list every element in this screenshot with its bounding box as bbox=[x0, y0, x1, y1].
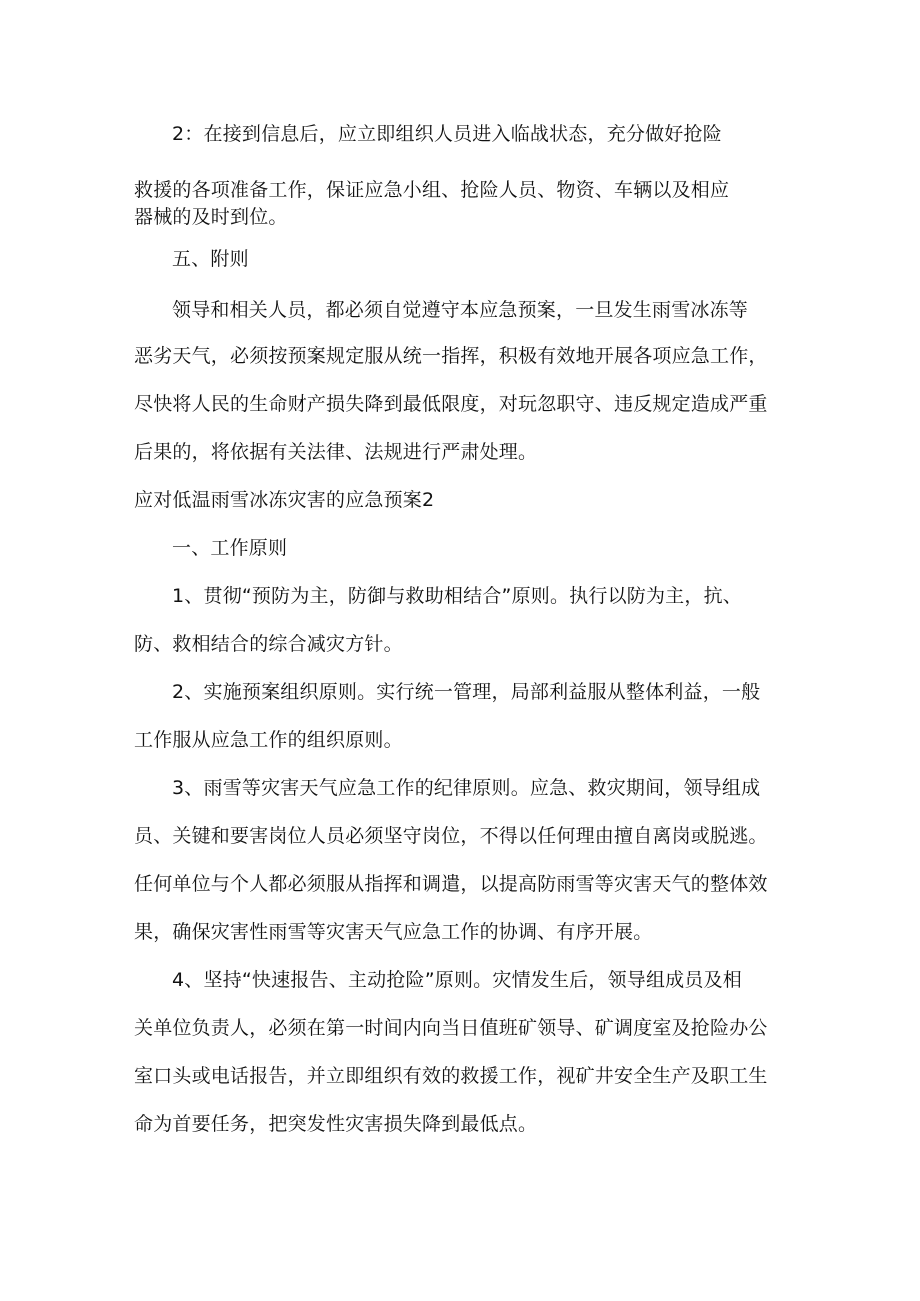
paragraph-line: 任何单位与个人都必须服从指挥和调遣，以提高防雨雪等灾害天气的整体效 bbox=[134, 873, 768, 895]
paragraph-line: 4、坚持“快速报告、主动抢险”原则。灾情发生后，领导组成员及相 bbox=[172, 969, 742, 991]
paragraph-line: 员、关键和要害岗位人员必须坚守岗位，不得以任何理由擅自离岗或脱逃。 bbox=[134, 825, 768, 847]
paragraph-line: 关单位负责人，必须在第一时间内向当日值班矿领导、矿调度室及抢险办公 bbox=[134, 1017, 768, 1039]
paragraph-line: 工作服从应急工作的组织原则。 bbox=[134, 729, 403, 751]
paragraph-line: 室口头或电话报告，并立即组织有效的救援工作，视矿井安全生产及职工生 bbox=[134, 1065, 768, 1087]
paragraph-line: 1、贯彻“预防为主，防御与救助相结合”原则。执行以防为主，抗、 bbox=[172, 585, 742, 607]
paragraph-line: 后果的，将依据有关法律、法规进行严肃处理。 bbox=[134, 441, 538, 463]
paragraph-line: 防、救相结合的综合减灾方针。 bbox=[134, 633, 403, 655]
paragraph-line: 领导和相关人员，都必须自觉遵守本应急预案，一旦发生雨雪冰冻等 bbox=[172, 299, 749, 321]
paragraph-line: 尽快将人民的生命财产损失降到最低限度，对玩忽职守、违反规定造成严重 bbox=[134, 393, 768, 415]
section-heading: 五、附则 bbox=[172, 248, 249, 270]
paragraph-line: 2：在接到信息后，应立即组织人员进入临战状态，充分做好抢险 bbox=[172, 123, 722, 145]
document-title: 应对低温雨雪冰冻灾害的应急预案2 bbox=[134, 489, 435, 511]
paragraph-line: 恶劣天气，必须按预案规定服从统一指挥，积极有效地开展各项应急工作， bbox=[134, 345, 768, 367]
paragraph-line: 救援的各项准备工作，保证应急小组、抢险人员、物资、车辆以及相应 bbox=[134, 179, 730, 201]
paragraph-line: 2、实施预案组织原则。实行统一管理，局部利益服从整体利益，一般 bbox=[172, 681, 761, 703]
paragraph-line: 器械的及时到位。 bbox=[134, 206, 288, 228]
section-heading: 一、工作原则 bbox=[172, 537, 288, 559]
paragraph-line: 3、雨雪等灾害天气应急工作的纪律原则。应急、救灾期间，领导组成 bbox=[172, 777, 761, 799]
paragraph-line: 命为首要任务，把突发性灾害损失降到最低点。 bbox=[134, 1113, 538, 1135]
paragraph-line: 果，确保灾害性雨雪等灾害天气应急工作的协调、有序开展。 bbox=[134, 921, 653, 943]
